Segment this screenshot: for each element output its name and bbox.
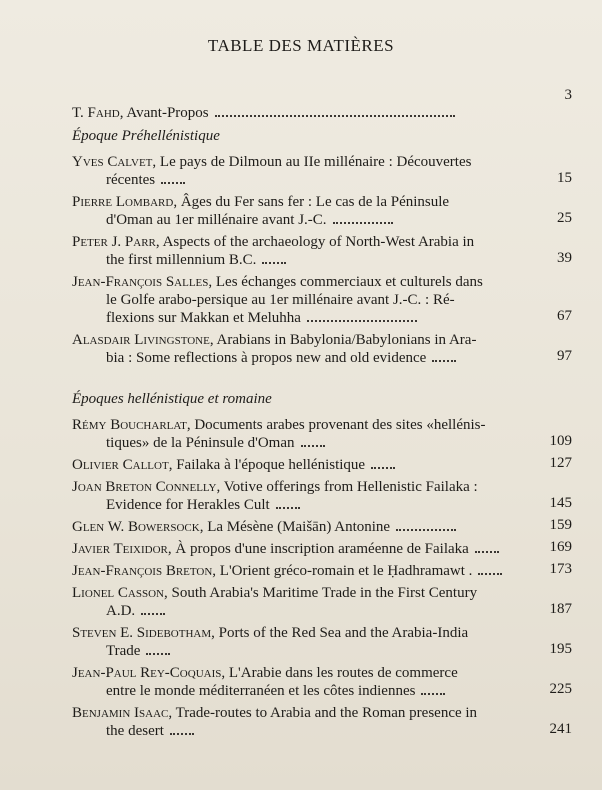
entry-author: Olivier Callot [72,457,169,473]
page-title: TABLE DES MATIÈRES [207,36,395,55]
entry-line [72,722,528,740]
entry-page: 25 [557,210,572,226]
entry-line [72,682,528,700]
entry-title: , Avant-Propos [119,105,209,121]
entry-author: Javier Teixidor [72,541,168,557]
entry-title: the first millennium B.C. [106,252,257,268]
entry-page: 187 [549,601,572,617]
leader-dots [262,261,286,264]
entry-line [72,434,528,452]
entry-author: Jean-François Salles [72,274,209,290]
entry-author: Yves Calvet [72,154,153,170]
entry-line [72,540,528,558]
entry-line [72,331,528,349]
entry-line [72,624,528,642]
entry-title: flexions sur Makkan et Meluhha [106,310,301,326]
entry-page: 159 [549,517,572,533]
entry-author: Rémy Boucharlat [72,417,187,433]
entry-line [72,171,528,189]
entry-author: T. Fahd [72,105,120,121]
leader-dots [161,181,185,184]
entry-title: , Arabians in Babylonia/Babylonians in Ara- [209,332,477,348]
leader-dots [301,444,325,447]
entry-line [72,642,528,660]
entry-page: 225 [549,681,572,697]
leader-dots [170,732,194,735]
leader-dots [396,528,456,531]
entry-author: Steven E. Sidebotham [72,625,212,641]
entry-line [72,193,528,211]
entry-title: , Trade-routes to Arabia and the Roman presence in [168,705,478,721]
entry-author: Pierre Lombard [72,194,174,210]
entry-title: Evidence for Herakles Cult [106,497,270,513]
entry-line [72,496,528,514]
entry-title: Trade [106,643,141,659]
leader-dots [475,550,499,553]
entry-line [72,291,528,309]
entry-page: 3 [564,87,572,103]
leader-dots [146,652,170,655]
entry-line [72,153,528,171]
entry-title: , Le pays de Dilmoun au IIe millénaire : Découvertes [152,154,472,170]
entry-page: 145 [549,495,572,511]
section-heading: Époques hellénistique et romaine [72,391,272,407]
entry-title: , South Arabia's Maritime Trade in the First Century [163,585,478,601]
entry-page: 127 [549,455,572,471]
toc-entry [72,561,572,580]
entry-author: Peter J. Parr [72,234,156,250]
leader-dots [276,506,300,509]
entry-page: 109 [549,433,572,449]
toc-entry [72,153,572,189]
entry-line [72,562,528,580]
entry-title: A.D. [106,603,136,619]
entry-title: the desert [106,723,164,739]
section-heading: Époque Préhellénistique [72,128,220,144]
entry-author: Benjamin Isaac [72,705,169,721]
toc-entry [72,416,572,452]
entry-author: Lionel Casson [72,585,164,601]
entry-title: tiques» de la Péninsule d'Oman [106,435,295,451]
toc-entry [72,517,572,536]
entry-line [72,349,528,367]
toc-entry [72,331,572,367]
entry-title: récentes [106,172,156,188]
leader-dots [215,114,455,117]
toc-entry [72,233,572,269]
entry-title: bia : Some reflections à propos new and old evidence [106,350,427,366]
entry-author: Jean-Paul Rey-Coquais [72,665,222,681]
entry-line [72,584,528,602]
entry-line [72,273,528,291]
entry-page: 241 [549,721,572,737]
entry-line [72,251,528,269]
toc-entry [72,664,572,700]
entry-line [72,664,528,682]
leader-dots [421,692,445,695]
entry-page: 173 [549,561,572,577]
entry-page: 67 [557,308,572,324]
entry-author: Jean-François Breton [72,563,213,579]
entry-title: , L'Orient gréco-romain et le Ḥadhramawt . [212,563,473,579]
toc-entry [72,478,572,514]
toc-entry [72,455,572,474]
entry-page: 195 [549,641,572,657]
entry-title: , L'Arabie dans les routes de commerce [221,665,458,681]
toc-list [72,87,572,744]
toc-entry [72,584,572,620]
entry-title: , Votive offerings from Hellenistic Failaka : [216,479,478,495]
leader-dots [307,319,417,322]
toc-entry [72,624,572,660]
toc-entry-front [72,87,572,122]
toc-entry [72,193,572,229]
entry-title: , Aspects of the archaeology of North-West Arabia in [155,234,475,250]
entry-title: , Documents arabes provenant des sites «hellénis- [186,417,486,433]
entry-page: 169 [549,539,572,555]
entry-title: , Les échanges commerciaux et culturels dans [208,274,483,290]
entry-title: , À propos d'une inscription araméenne de Failaka [167,541,469,557]
entry-line [72,518,528,536]
leader-dots [141,612,165,615]
entry-title: , Ports of the Red Sea and the Arabia-India [211,625,469,641]
entry-line [72,211,528,229]
section-spacer [72,371,532,385]
entry-line [72,478,528,496]
leader-dots [432,359,456,362]
toc-entry [72,539,572,558]
entry-line [72,602,528,620]
entry-page: 15 [557,170,572,186]
leader-dots [371,466,395,469]
entry-title: le Golfe arabo-persique au 1er millénaire avant J.-C. : Ré- [106,292,455,308]
entry-line [72,416,528,434]
entry-page: 97 [557,348,572,364]
entry-title: , La Mésène (Maišān) Antonine [199,519,391,535]
entry-author: Alasdair Livingstone [72,332,210,348]
entry-line [72,456,528,474]
entry-author: Joan Breton Connelly [72,479,217,495]
entry-page: 39 [557,250,572,266]
entry-line [72,309,528,327]
leader-dots [333,221,393,224]
entry-title: d'Oman au 1er millénaire avant J.-C. [106,212,327,228]
entry-line [72,704,528,722]
leader-dots [478,572,502,575]
toc-entry [72,273,572,327]
entry-title: , Âges du Fer sans fer : Le cas de la Péninsule [173,194,450,210]
entry-title: entre le monde méditerranéen et les côtes indiennes [106,683,416,699]
entry-author: Glen W. Bowersock [72,519,200,535]
toc-entry [72,704,572,740]
entry-line [72,233,528,251]
entry-title: , Failaka à l'époque hellénistique [168,457,366,473]
